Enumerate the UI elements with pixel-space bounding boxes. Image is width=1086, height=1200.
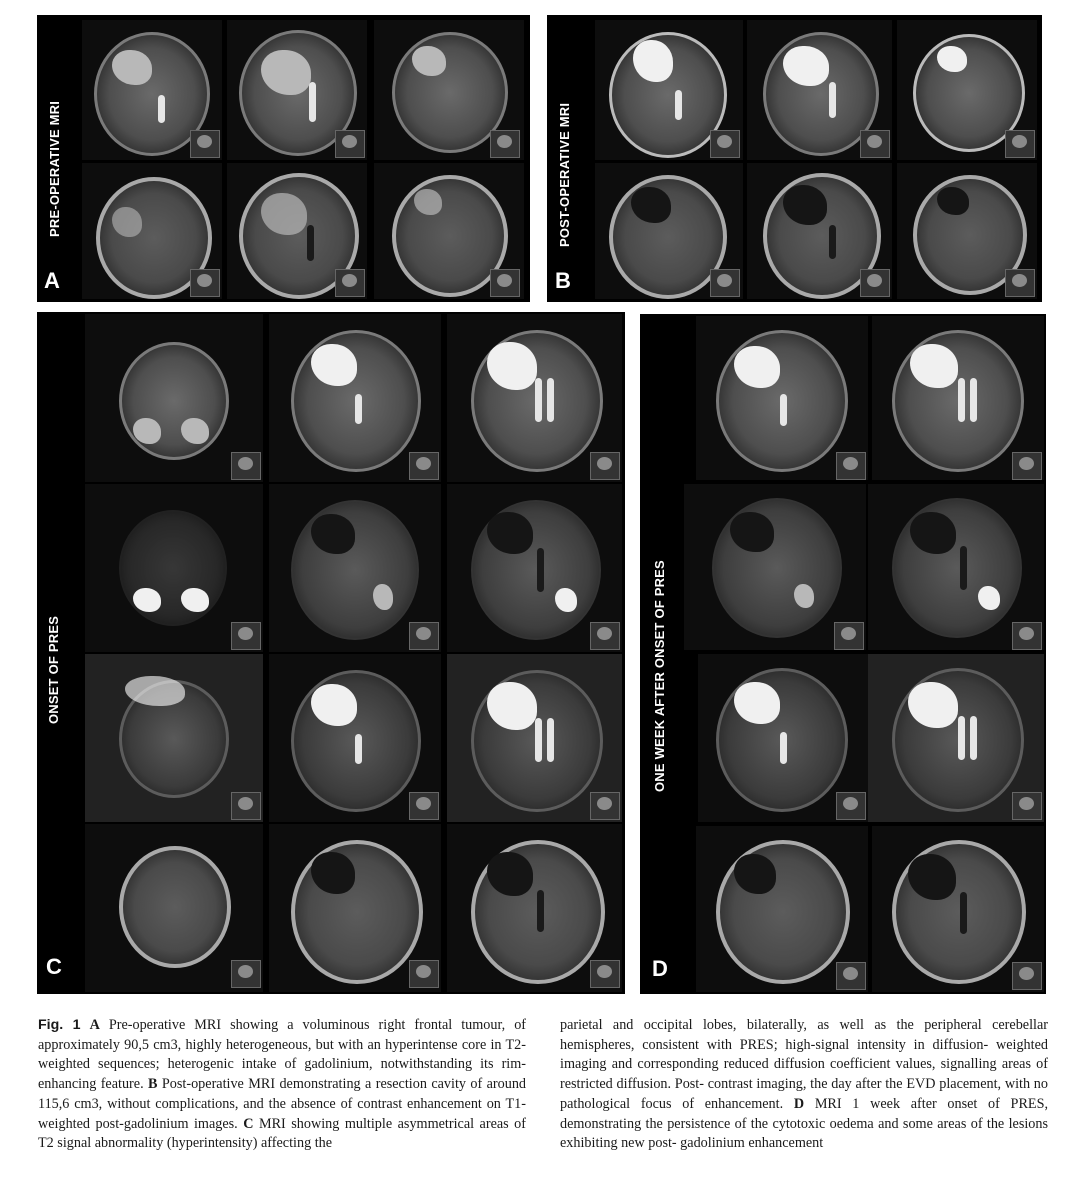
caption-letter: D	[793, 1095, 805, 1112]
mri-scan	[747, 20, 892, 160]
panel-c-letter: C	[46, 954, 62, 979]
caption-text: parietal and occipital lobes, bilaterally, as well as the peripheral cerebellar hemispheres, consistent with PRES; high-signal intensity in diffusion- weighted imaging and corresponding reduced diffusion coefficient values, signalling areas of restricted diffusion. Post- contrast imaging, the day after the EVD placement, with no pathological focus of enhancement.	[560, 1017, 1048, 1112]
mri-scan	[872, 826, 1044, 992]
panel-a-title: PRE-OPERATIVE MRI	[47, 100, 62, 237]
mri-scan	[85, 824, 263, 992]
mri-scan	[269, 484, 441, 652]
panel-b-postoperative-mri	[547, 15, 1042, 302]
mri-scan	[696, 826, 868, 992]
mri-scan	[269, 314, 441, 482]
caption-text: MRI 1 week after onset of PRES, demonstrating the persistence of the cytotoxic oedema and some areas of the lesions exhibiting new post- gadolinium enhancement	[560, 1095, 1049, 1152]
mri-scan	[227, 20, 367, 160]
caption-text: MRI showing multiple asymmetrical areas of T2 signal abnormality (hyperintensity) affecting the	[38, 1115, 527, 1152]
panel-d-title: ONE WEEK AFTER ONSET OF PRES	[652, 560, 667, 792]
panel-c-title: ONSET OF PRES	[46, 615, 61, 724]
mri-scan	[85, 484, 263, 652]
panel-d-one-week-after-pres	[640, 314, 1046, 994]
panel-b-title: POST-OPERATIVE MRI	[557, 102, 572, 247]
figure-number: Fig. 1	[38, 1017, 81, 1033]
mri-scan	[227, 163, 367, 299]
caption-letter: B	[148, 1076, 158, 1093]
mri-scan	[447, 484, 622, 652]
mri-scan	[447, 824, 622, 992]
panel-b-letter: B	[555, 268, 571, 293]
mri-scan	[868, 484, 1044, 650]
mri-scan	[868, 654, 1044, 822]
panel-c-onset-of-pres	[37, 312, 625, 994]
mri-scan	[897, 20, 1037, 160]
caption-letter: C	[243, 1115, 254, 1132]
mri-scan	[447, 314, 622, 482]
mri-scan	[595, 20, 743, 160]
mri-scan	[374, 20, 524, 160]
caption-text: Pre-operative MRI showing a voluminous right frontal tumour, of approximately 90,5 cm3, highly heterogeneous, but with an hyperintense core in T2- weighted sequences; heterogenic intake of gadolinium, notwithstanding its rim-enhancing feature.	[38, 1017, 527, 1093]
mri-scan	[82, 20, 222, 160]
mri-scan	[269, 654, 441, 822]
mri-scan	[872, 316, 1044, 480]
mri-scan	[897, 163, 1037, 299]
caption-text: Post-operative MRI demonstrating a resection cavity of around 115,6 cm3, without complications, and the absence of contrast enhancement on T1-weighted post-gadolinium images.	[38, 1076, 527, 1132]
mri-scan	[447, 654, 622, 822]
caption-right-column	[560, 1016, 1048, 1154]
caption-left-column	[38, 1016, 526, 1154]
panel-d-letter: D	[652, 956, 668, 981]
mri-scan	[696, 316, 868, 480]
mri-scan	[698, 654, 868, 822]
mri-scan	[374, 163, 524, 299]
panel-a-letter: A	[44, 268, 60, 293]
mri-scan	[82, 163, 222, 299]
mri-scan	[85, 654, 263, 822]
mri-scan	[747, 163, 892, 299]
mri-scan	[85, 314, 263, 482]
mri-scan	[595, 163, 743, 299]
panel-a-preoperative-mri	[37, 15, 530, 302]
caption-letter: A	[89, 1017, 100, 1033]
mri-scan	[684, 484, 866, 650]
mri-scan	[269, 824, 441, 992]
